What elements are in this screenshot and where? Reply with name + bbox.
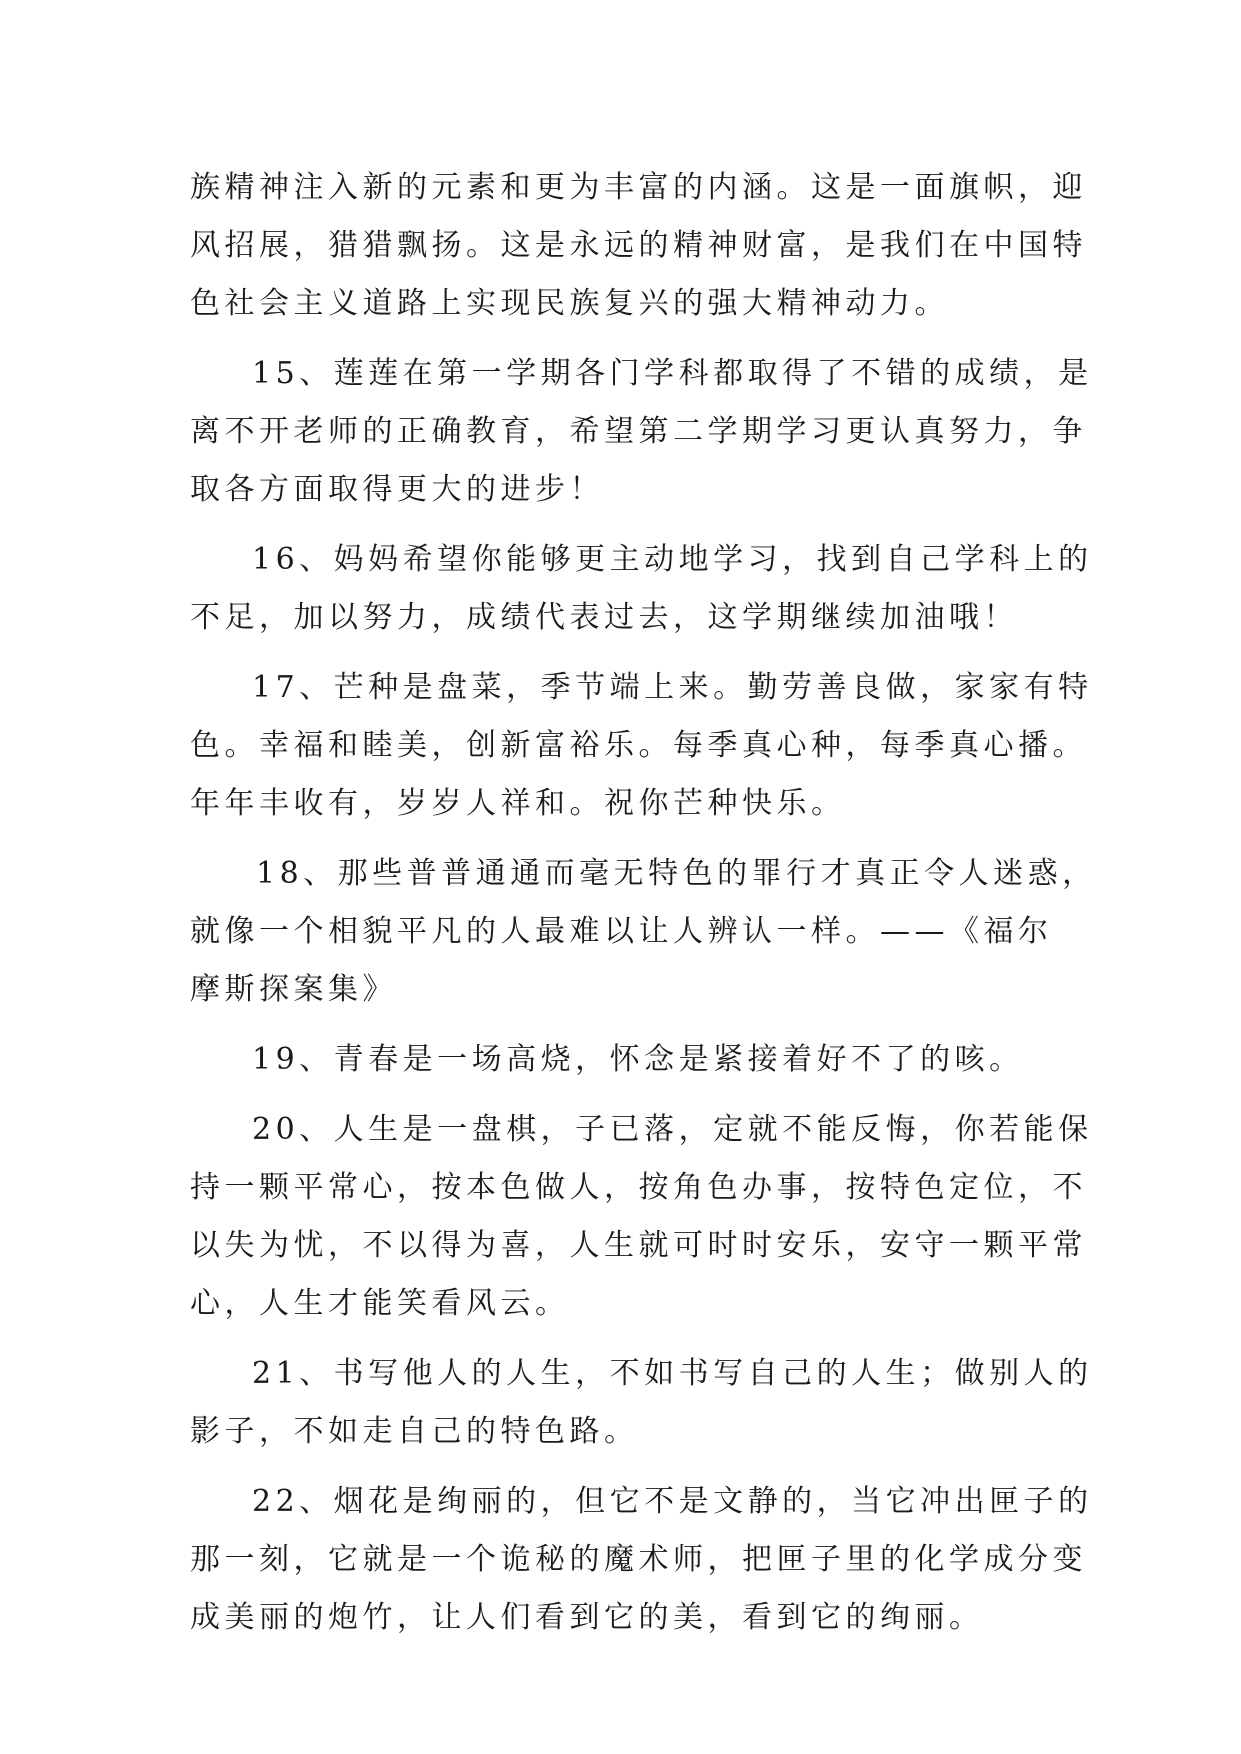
text-line: 那一刻，它就是一个诡秘的魔术师，把匣子里的化学成分变: [190, 1542, 1087, 1577]
paragraph-16: [190, 531, 1093, 647]
text-line: 就像一个相貌平凡的人最难以让人辨认一样。——《福尔: [190, 914, 1053, 949]
paragraph-continuation: [190, 159, 1087, 333]
text-line: 色社会主义道路上实现民族复兴的强大精神动力。: [190, 286, 949, 321]
text-line: 年年丰收有，岁岁人祥和。祝你芒种快乐。: [190, 786, 846, 821]
text-line: 21、书写他人的人生，不如书写自己的人生；做别人的: [252, 1356, 1093, 1391]
paragraph-15: [190, 345, 1093, 519]
text-line: 19、青春是一场高烧，怀念是紧接着好不了的咳。: [252, 1042, 1024, 1077]
text-line: 族精神注入新的元素和更为丰富的内涵。这是一面旗帜，迎: [190, 170, 1087, 205]
paragraph-18: [190, 845, 1097, 1019]
paragraph-17: [190, 659, 1093, 833]
text-line: 以失为忧，不以得为喜，人生就可时时安乐，安守一颗平常: [190, 1228, 1087, 1263]
text-line: 影子，不如走自己的特色路。: [190, 1414, 639, 1449]
document-body: [190, 159, 1097, 1647]
paragraph-20: [190, 1101, 1093, 1333]
text-line: 17、芒种是盘菜，季节端上来。勤劳善良做，家家有特: [252, 670, 1093, 705]
text-line: 20、人生是一盘棋，子已落，定就不能反悔，你若能保: [252, 1112, 1093, 1147]
paragraph-21: [190, 1345, 1093, 1461]
text-line: 持一颗平常心，按本色做人，按角色办事，按特色定位，不: [190, 1170, 1087, 1205]
paragraph-19: [190, 1031, 1070, 1089]
text-line: 22、烟花是绚丽的，但它不是文静的，当它冲出匣子的: [252, 1484, 1093, 1519]
text-line: 离不开老师的正确教育，希望第二学期学习更认真努力，争: [190, 414, 1087, 449]
text-line: 风招展，猎猎飘扬。这是永远的精神财富，是我们在中国特: [190, 228, 1087, 263]
text-line: 16、妈妈希望你能够更主动地学习，找到自己学科上的: [252, 542, 1093, 577]
text-line: 摩斯探案集》: [190, 972, 397, 1007]
paragraph-22: [190, 1473, 1093, 1647]
text-line: 色。幸福和睦美，创新富裕乐。每季真心种，每季真心播。: [190, 728, 1087, 763]
text-line: 取各方面取得更大的进步！: [190, 472, 604, 507]
text-line: 15、莲莲在第一学期各门学科都取得了不错的成绩，是: [252, 356, 1093, 391]
text-line: 不足，加以努力，成绩代表过去，这学期继续加油哦！: [190, 600, 1018, 635]
text-line: 成美丽的炮竹，让人们看到它的美，看到它的绚丽。: [190, 1600, 984, 1635]
text-line: 心，人生才能笑看风云。: [190, 1286, 570, 1321]
text-line: 18、那些普普通通而毫无特色的罪行才真正令人迷惑，: [256, 856, 1097, 891]
